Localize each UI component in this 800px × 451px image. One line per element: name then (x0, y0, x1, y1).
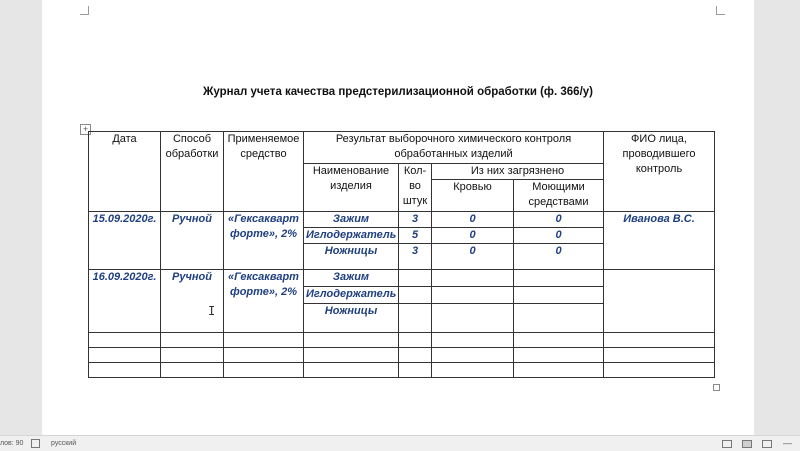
zoom-out-button[interactable]: — (783, 438, 792, 448)
header-date[interactable]: Дата (89, 132, 161, 212)
cell-blood[interactable] (432, 304, 514, 333)
cell-item[interactable]: Ножницы (304, 304, 399, 333)
header-blood[interactable]: Кровью (432, 180, 514, 212)
empty-row[interactable] (89, 333, 715, 348)
cell-qty[interactable]: 3 (399, 244, 432, 270)
table-resize-handle[interactable] (713, 384, 720, 391)
status-bar (0, 435, 800, 451)
cell-item[interactable]: Зажим (304, 212, 399, 228)
cell-date[interactable]: 16.09.2020г. (89, 270, 161, 333)
cell-detergents[interactable] (514, 287, 604, 304)
word-count[interactable]: лов: 90 (0, 440, 24, 447)
header-fio[interactable]: ФИО лица, проводившего контроль (604, 132, 715, 212)
cell-date[interactable]: 15.09.2020г. (89, 212, 161, 270)
cell-method[interactable]: Ручной (161, 212, 224, 270)
cell-detergents[interactable] (514, 304, 604, 333)
cell-item[interactable]: Ножницы (304, 244, 399, 270)
cell-fio[interactable]: Иванова В.С. (604, 212, 715, 270)
header-result[interactable]: Результат выборочного химического контроля обработанных изделий (304, 132, 604, 164)
header-item-name[interactable]: Наименование изделия (304, 164, 399, 212)
header-detergents[interactable]: Моющими средствами (514, 180, 604, 212)
language-indicator[interactable]: русский (51, 440, 77, 447)
cell-item[interactable]: Зажим (304, 270, 399, 287)
document-title[interactable]: Журнал учета качества предстерилизационной обработки (ф. 366/у) (202, 86, 593, 98)
print-layout-icon[interactable] (742, 440, 752, 448)
text-cursor-icon: I (208, 304, 216, 318)
page-corner-mark (716, 6, 725, 15)
cell-detergents[interactable]: 0 (514, 228, 604, 244)
cell-detergents[interactable] (514, 270, 604, 287)
cell-blood[interactable]: 0 (432, 228, 514, 244)
empty-row[interactable] (89, 348, 715, 363)
header-qty[interactable]: Кол-во штук (399, 164, 432, 212)
cell-blood[interactable]: 0 (432, 212, 514, 228)
cell-detergents[interactable]: 0 (514, 212, 604, 228)
table-move-handle-icon[interactable]: + (80, 124, 91, 135)
empty-row[interactable] (89, 363, 715, 378)
cell-qty[interactable] (399, 287, 432, 304)
web-layout-icon[interactable] (762, 440, 772, 448)
header-method[interactable]: Способ обработки (161, 132, 224, 212)
read-mode-icon[interactable] (722, 440, 732, 448)
cell-qty[interactable]: 3 (399, 212, 432, 228)
page-corner-mark (80, 6, 89, 15)
proofing-icon[interactable] (31, 439, 40, 448)
cell-fio[interactable] (604, 270, 715, 333)
cell-qty[interactable]: 5 (399, 228, 432, 244)
header-contaminated[interactable]: Из них загрязнено (432, 164, 604, 180)
cell-item[interactable]: Иглодержатель (304, 287, 399, 304)
cell-agent[interactable]: «Гексакварт форте», 2% (224, 270, 304, 333)
cell-agent[interactable]: «Гексакварт форте», 2% (224, 212, 304, 270)
cell-detergents[interactable]: 0 (514, 244, 604, 270)
cell-blood[interactable] (432, 270, 514, 287)
cell-qty[interactable] (399, 304, 432, 333)
cell-blood[interactable] (432, 287, 514, 304)
cell-item[interactable]: Иглодержатель (304, 228, 399, 244)
cell-qty[interactable] (399, 270, 432, 287)
header-agent[interactable]: Применяемое средство (224, 132, 304, 212)
document-page[interactable] (42, 0, 754, 435)
cell-blood[interactable]: 0 (432, 244, 514, 270)
cell-method[interactable]: Ручной (161, 270, 224, 333)
journal-table[interactable] (88, 131, 715, 378)
